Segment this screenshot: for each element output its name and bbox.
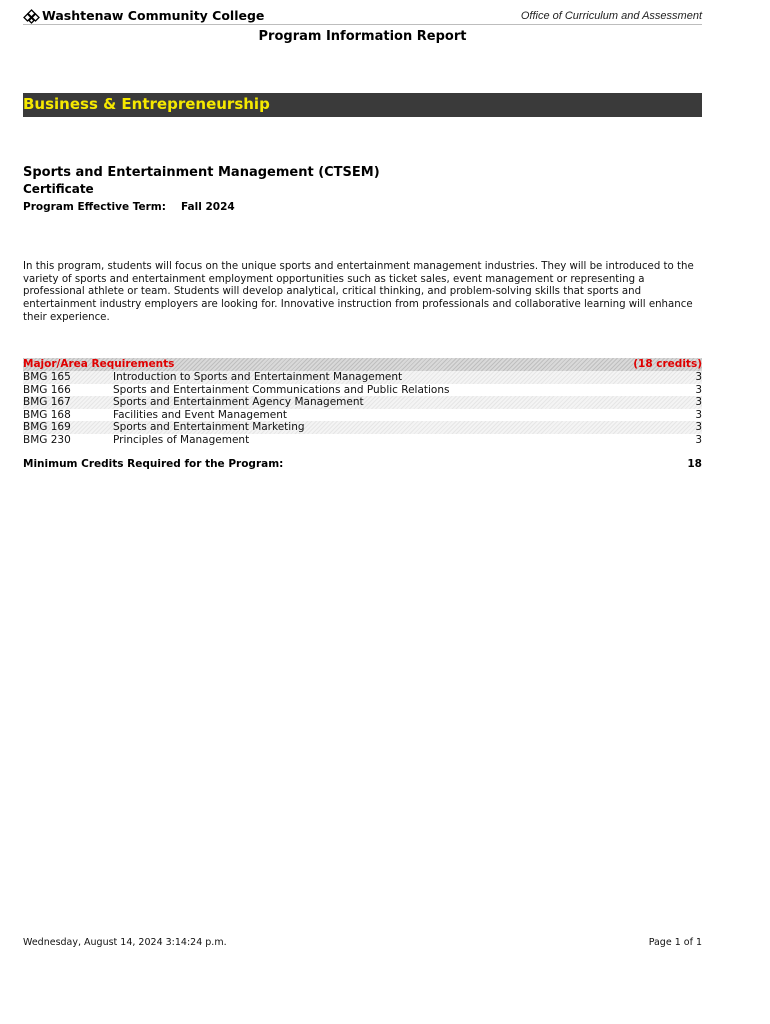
- course-title: Facilities and Event Management: [113, 408, 288, 421]
- requirements-table: [23, 358, 702, 447]
- requirements-heading: Major/Area Requirements: [23, 358, 175, 370]
- table-row: [23, 371, 702, 384]
- course-code: BMG 230: [23, 433, 71, 446]
- office-name: Office of Curriculum and Assessment: [520, 10, 702, 22]
- course-code: BMG 169: [23, 421, 71, 434]
- course-title: Sports and Entertainment Agency Management: [113, 396, 364, 409]
- course-credits: 3: [695, 383, 702, 396]
- division-banner: [23, 93, 702, 117]
- table-row: [23, 384, 702, 397]
- minimum-credits-value: 18: [687, 458, 702, 470]
- course-code: BMG 167: [23, 396, 71, 409]
- course-title: Principles of Management: [113, 433, 250, 446]
- requirements-header: [23, 358, 702, 371]
- course-title: Sports and Entertainment Marketing: [113, 421, 305, 434]
- program-award: Certificate: [23, 182, 94, 196]
- college-name-block: [23, 8, 264, 24]
- page-header: [23, 8, 702, 25]
- report-title: Program Information Report: [258, 29, 467, 44]
- course-code: BMG 168: [23, 408, 71, 421]
- term-value: Fall 2024: [181, 201, 235, 213]
- requirements-rows: [23, 371, 702, 447]
- footer-page-number: Page 1 of 1: [648, 937, 702, 948]
- table-row: [23, 409, 702, 422]
- minimum-credits-label: Minimum Credits Required for the Program:: [23, 458, 284, 470]
- footer-date: Wednesday, August 14, 2024 3:14:24 p.m.: [23, 937, 227, 948]
- term-label: Program Effective Term:: [23, 201, 166, 213]
- program-description: In this program, students will focus on the unique sports and entertainment management industries. They will be introduced to the variety of sports and entertainment employment opportunities such as ticket sales, event management or representing a professional athlete or team. Students will develop analytical, critical thinking, and problem-solving skills that sports and entertainment industry employers are looking for. Innovative instruction from professionals and collaborative learning will enhance their experience.: [23, 261, 694, 323]
- course-credits: 3: [695, 421, 702, 434]
- table-row: [23, 396, 702, 409]
- requirements-credits-total: (18 credits): [633, 358, 702, 370]
- course-title: Sports and Entertainment Communications and Public Relations: [113, 383, 450, 396]
- college-logo-icon: [23, 9, 40, 24]
- course-credits: 3: [695, 396, 702, 409]
- course-title: Introduction to Sports and Entertainment Management: [113, 371, 403, 383]
- course-code: BMG 166: [23, 383, 71, 396]
- program-name: Sports and Entertainment Management (CTSEM): [23, 165, 380, 180]
- division-name: Business & Entrepreneurship: [23, 95, 270, 113]
- college-name: Washtenaw Community College: [42, 8, 265, 23]
- course-code: BMG 165: [23, 371, 71, 383]
- program-term-row: [23, 201, 235, 213]
- table-row: [23, 421, 702, 434]
- course-credits: 3: [695, 371, 702, 383]
- minimum-credits-row: [23, 458, 702, 470]
- table-row: [23, 434, 702, 447]
- course-credits: 3: [695, 408, 702, 421]
- course-credits: 3: [695, 433, 702, 446]
